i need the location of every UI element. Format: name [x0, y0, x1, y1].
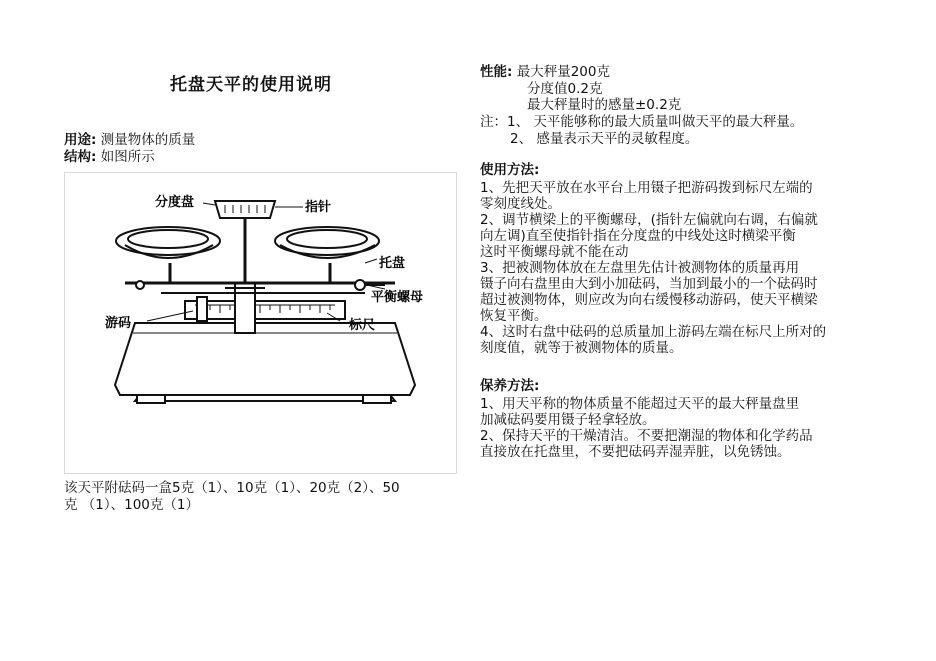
structure-label: 结构: — [64, 149, 97, 165]
usage-text: 测量物体的质量 — [100, 132, 196, 148]
maintenance-line: 直接放在托盘里，不要把砝码弄湿弄脏，以免锈蚀。 — [480, 444, 791, 460]
maintenance-lines — [480, 396, 813, 460]
usage-heading: 使用方法: — [480, 162, 540, 178]
label-beam-scale: 标尺 — [349, 318, 376, 333]
balance-diagram — [64, 172, 457, 474]
maintenance-line: 1、用天平称的物体质量不能超过天平的最大秤量盘里 — [480, 396, 800, 412]
usage-line: 镊子向右盘里由大到小加砝码，当加到最小的一个砝码时 — [480, 276, 818, 292]
note-line-2: 2、 感量表示天平的灵敏程度。 — [510, 131, 699, 147]
scale-plate — [215, 201, 275, 218]
balance-nut — [355, 280, 365, 290]
rider — [197, 297, 207, 321]
balance-illustration — [65, 173, 456, 473]
beam-scale — [185, 301, 345, 319]
usage-label: 用途: — [64, 132, 97, 148]
usage-line: 超过被测物体，则应改为向右缓慢移动游码，使天平横梁 — [480, 292, 818, 308]
label-tray: 托盘 — [379, 256, 406, 271]
label-pointer: 指针 — [305, 200, 332, 215]
usage-line: 2、调节横梁上的平衡螺母，(指针左偏就向右调，右偏就 — [480, 212, 818, 228]
performance-row — [480, 64, 610, 80]
performance-line-2: 分度值0.2克 — [527, 81, 603, 97]
left-tray — [116, 227, 220, 255]
performance-line-1: 最大秤量200克 — [516, 64, 610, 80]
caption-line-1: 该天平附砝码一盒5克（1）、10克（1）、20克（2）、50 — [64, 480, 400, 496]
note-line-1: 注：1、 天平能够称的最大质量叫做天平的最大秤量。 — [480, 114, 804, 130]
usage-row — [64, 132, 195, 148]
usage-line: 向左调)直至使指针指在分度盘的中线处这时横梁平衡 — [480, 228, 796, 244]
maintenance-line: 2、保持天平的干燥清洁。不要把潮湿的物体和化学药品 — [480, 428, 813, 444]
usage-line: 零刻度线处。 — [480, 196, 561, 212]
maintenance-heading: 保养方法: — [480, 378, 540, 394]
label-scale-plate: 分度盘 — [155, 195, 195, 210]
base — [115, 323, 415, 395]
structure-row — [64, 149, 155, 165]
structure-text: 如图所示 — [100, 149, 155, 165]
performance-label: 性能: — [480, 64, 513, 80]
performance-line-3: 最大秤量时的感量±0.2克 — [527, 97, 682, 113]
usage-line: 3、把被测物体放在左盘里先估计被测物体的质量再用 — [480, 260, 800, 276]
label-rider: 游码 — [105, 316, 132, 331]
usage-line: 这时平衡螺母就不能在动 — [480, 244, 629, 260]
usage-lines — [480, 180, 826, 356]
usage-line: 刻度值，就等于被测物体的质量。 — [480, 340, 683, 356]
maintenance-line: 加减砝码要用镊子轻拿轻放。 — [480, 412, 656, 428]
usage-line: 恢复平衡。 — [480, 308, 548, 324]
usage-line: 1、先把天平放在水平台上用镊子把游码拨到标尺左端的 — [480, 180, 813, 196]
label-balance-nut: 平衡螺母 — [371, 290, 424, 305]
caption-line-2: 克 （1）、100克（1） — [64, 497, 199, 513]
usage-line: 4、这时右盘中砝码的总质量加上游码左端在标尺上所对的 — [480, 324, 827, 340]
page-title: 托盘天平的使用说明 — [170, 75, 332, 95]
